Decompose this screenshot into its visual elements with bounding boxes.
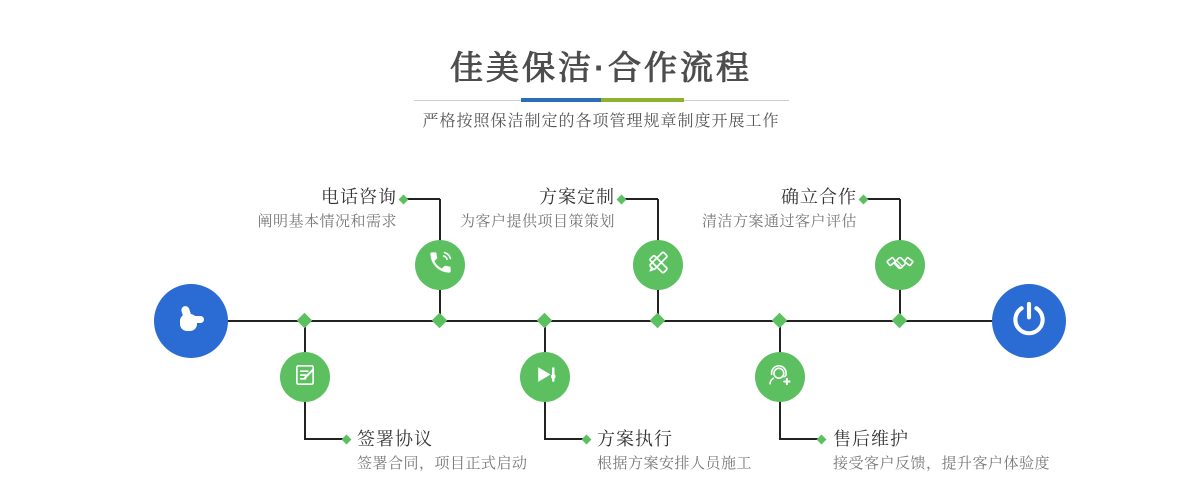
page-subtitle: 严格按照保洁制定的各项管理规章制度开展工作 <box>422 113 780 130</box>
step-circle-contract <box>280 352 330 402</box>
start-node <box>154 284 228 358</box>
step-title: 签署协议 <box>357 429 433 449</box>
title-underline-blue-segment <box>521 98 601 102</box>
step-title: 方案定制 <box>539 187 615 207</box>
connector-horizontal <box>404 198 440 200</box>
label-diamond <box>617 195 627 205</box>
label-diamond <box>342 435 352 445</box>
step-caption: 签署合同，项目正式启动 <box>357 455 528 472</box>
step-title: 电话咨询 <box>321 187 397 207</box>
end-node <box>992 284 1066 358</box>
step-plan-customize <box>460 188 615 229</box>
page-title: 佳美保洁·合作流程 <box>450 49 752 86</box>
label-diamond <box>817 435 827 445</box>
step-caption: 清洁方案通过客户评估 <box>701 213 857 230</box>
timeline-node-diamond <box>892 313 908 329</box>
play-icon <box>532 361 559 393</box>
title-underline-green-segment <box>601 98 684 102</box>
handshake-icon <box>886 249 914 282</box>
step-title: 确立合作 <box>781 187 857 207</box>
timeline-node-diamond <box>297 313 313 329</box>
timeline-node-diamond <box>432 313 448 329</box>
step-circle-handshake <box>875 240 925 290</box>
step-circle-phone <box>415 240 465 290</box>
step-circle-design <box>633 240 683 290</box>
connector-horizontal <box>622 198 658 200</box>
power-icon <box>1010 300 1048 343</box>
phone-icon <box>427 249 454 281</box>
timeline-node-diamond <box>537 313 553 329</box>
connector-horizontal <box>864 198 900 200</box>
step-phone-consult <box>257 188 397 229</box>
step-confirm-cooperation <box>702 188 857 229</box>
hand-pointer-icon <box>171 299 211 344</box>
contract-icon <box>292 362 318 393</box>
label-diamond <box>859 195 869 205</box>
step-caption: 为客户提供项目策策划 <box>459 213 615 230</box>
timeline-node-diamond <box>772 313 788 329</box>
step-circle-execute <box>520 352 570 402</box>
step-caption: 接受客户反馈，提升客户体验度 <box>833 455 1051 472</box>
step-circle-aftersale <box>755 352 805 402</box>
step-aftersale-maintain <box>833 430 1050 471</box>
step-title: 售后维护 <box>833 429 909 449</box>
pencil-ruler-icon <box>645 249 672 281</box>
step-sign-agreement <box>357 430 528 471</box>
headset-icon <box>766 361 794 394</box>
timeline-node-diamond <box>650 313 666 329</box>
step-title: 方案执行 <box>597 429 673 449</box>
label-diamond <box>399 195 409 205</box>
step-caption: 根据方案安排人员施工 <box>597 455 753 472</box>
step-caption: 阐明基本情况和需求 <box>257 213 397 230</box>
label-diamond <box>582 435 592 445</box>
step-plan-execute <box>597 430 752 471</box>
